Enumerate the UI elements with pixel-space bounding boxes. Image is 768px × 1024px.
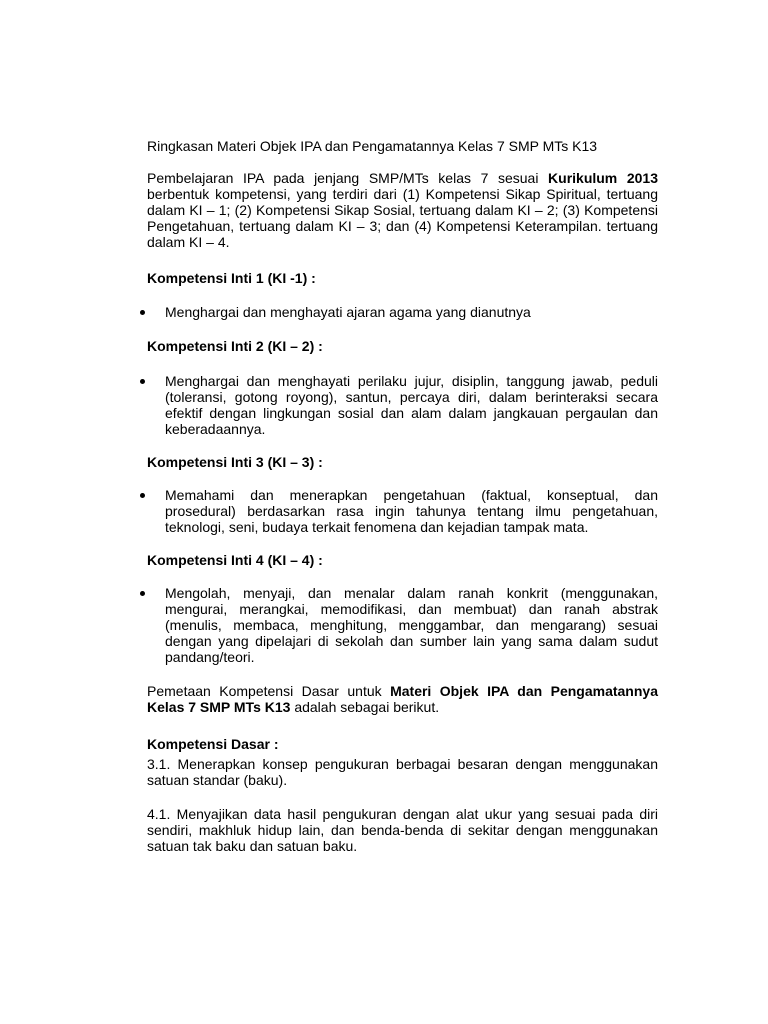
intro-text-1: Pembelajaran IPA pada jenjang SMP/MTs kelas 7 sesuai <box>147 170 549 186</box>
mapping-bold: Materi Objek IPA dan Pengamatannya Kelas 7 SMP MTs K13 <box>147 683 658 715</box>
document-title: Ringkasan Materi Objek IPA dan Pengamatannya Kelas 7 SMP MTs K13 <box>147 138 598 154</box>
intro-text-2: berbentuk kompetensi, yang terdiri dari (1) Kompetensi Sikap Spiritual, tertuang dalam KI – 1; (2) Kompetensi Sikap Sosial, tertuang dalam KI – 2; (3) Kompetensi Pengetahuan, tertuang dalam KI – 3; dan (4) Kompetensi Keterampilan. tertuang dalam KI – 4. <box>147 186 658 250</box>
kd-heading: Kompetensi Dasar : <box>147 736 279 752</box>
ki4-heading: Kompetensi Inti 4 (KI – 4) : <box>147 552 323 568</box>
intro-bold: Kurikulum 2013 <box>548 170 658 186</box>
kd-item-3-1: 3.1. Menerapkan konsep pengukuran berbagai besaran dengan menggunakan satuan standar (baku). <box>147 756 658 788</box>
bullet-icon <box>140 379 145 384</box>
ki4-bullet-text: Mengolah, menyaji, dan menalar dalam ranah konkrit (menggunakan, mengurai, merangkai, memodifikasi, dan membuat) dan ranah abstrak (menulis, membaca, menghitung, menggambar, dan mengarang) sesuai dengan yang dipelajari di sekolah dan sumber lain yang sama dalam sudut pandang/teori. <box>165 585 658 665</box>
ki3-heading: Kompetensi Inti 3 (KI – 3) : <box>147 454 323 470</box>
ki2-heading: Kompetensi Inti 2 (KI – 2) : <box>147 338 323 354</box>
mapping-paragraph <box>147 683 658 715</box>
bullet-icon <box>140 310 145 315</box>
kd-item-4-1: 4.1. Menyajikan data hasil pengukuran dengan alat ukur yang sesuai pada diri sendiri, makhluk hidup lain, dan benda-benda di sekitar dengan menggunakan satuan tak baku dan satuan baku. <box>147 806 658 854</box>
intro-paragraph <box>147 170 658 250</box>
ki1-heading: Kompetensi Inti 1 (KI -1) : <box>147 270 316 286</box>
ki1-bullet-text: Menghargai dan menghayati ajaran agama yang dianutnya <box>165 304 531 320</box>
mapping-text-1: Pemetaan Kompetensi Dasar untuk <box>147 683 391 699</box>
mapping-text-2: adalah sebagai berikut. <box>290 699 440 715</box>
bullet-icon <box>140 591 145 596</box>
ki2-bullet-text: Menghargai dan menghayati perilaku jujur, disiplin, tanggung jawab, peduli (toleransi, gotong royong), santun, percaya diri, dalam berinteraksi secara efektif dengan lingkungan sosial dan alam dalam jangkauan pergaulan dan keberadaannya. <box>165 373 658 437</box>
ki3-bullet-text: Memahami dan menerapkan pengetahuan (faktual, konseptual, dan prosedural) berdasarkan rasa ingin tahunya tentang ilmu pengetahuan, teknologi, seni, budaya terkait fenomena dan kejadian tampak mata. <box>165 487 658 535</box>
bullet-icon <box>140 493 145 498</box>
